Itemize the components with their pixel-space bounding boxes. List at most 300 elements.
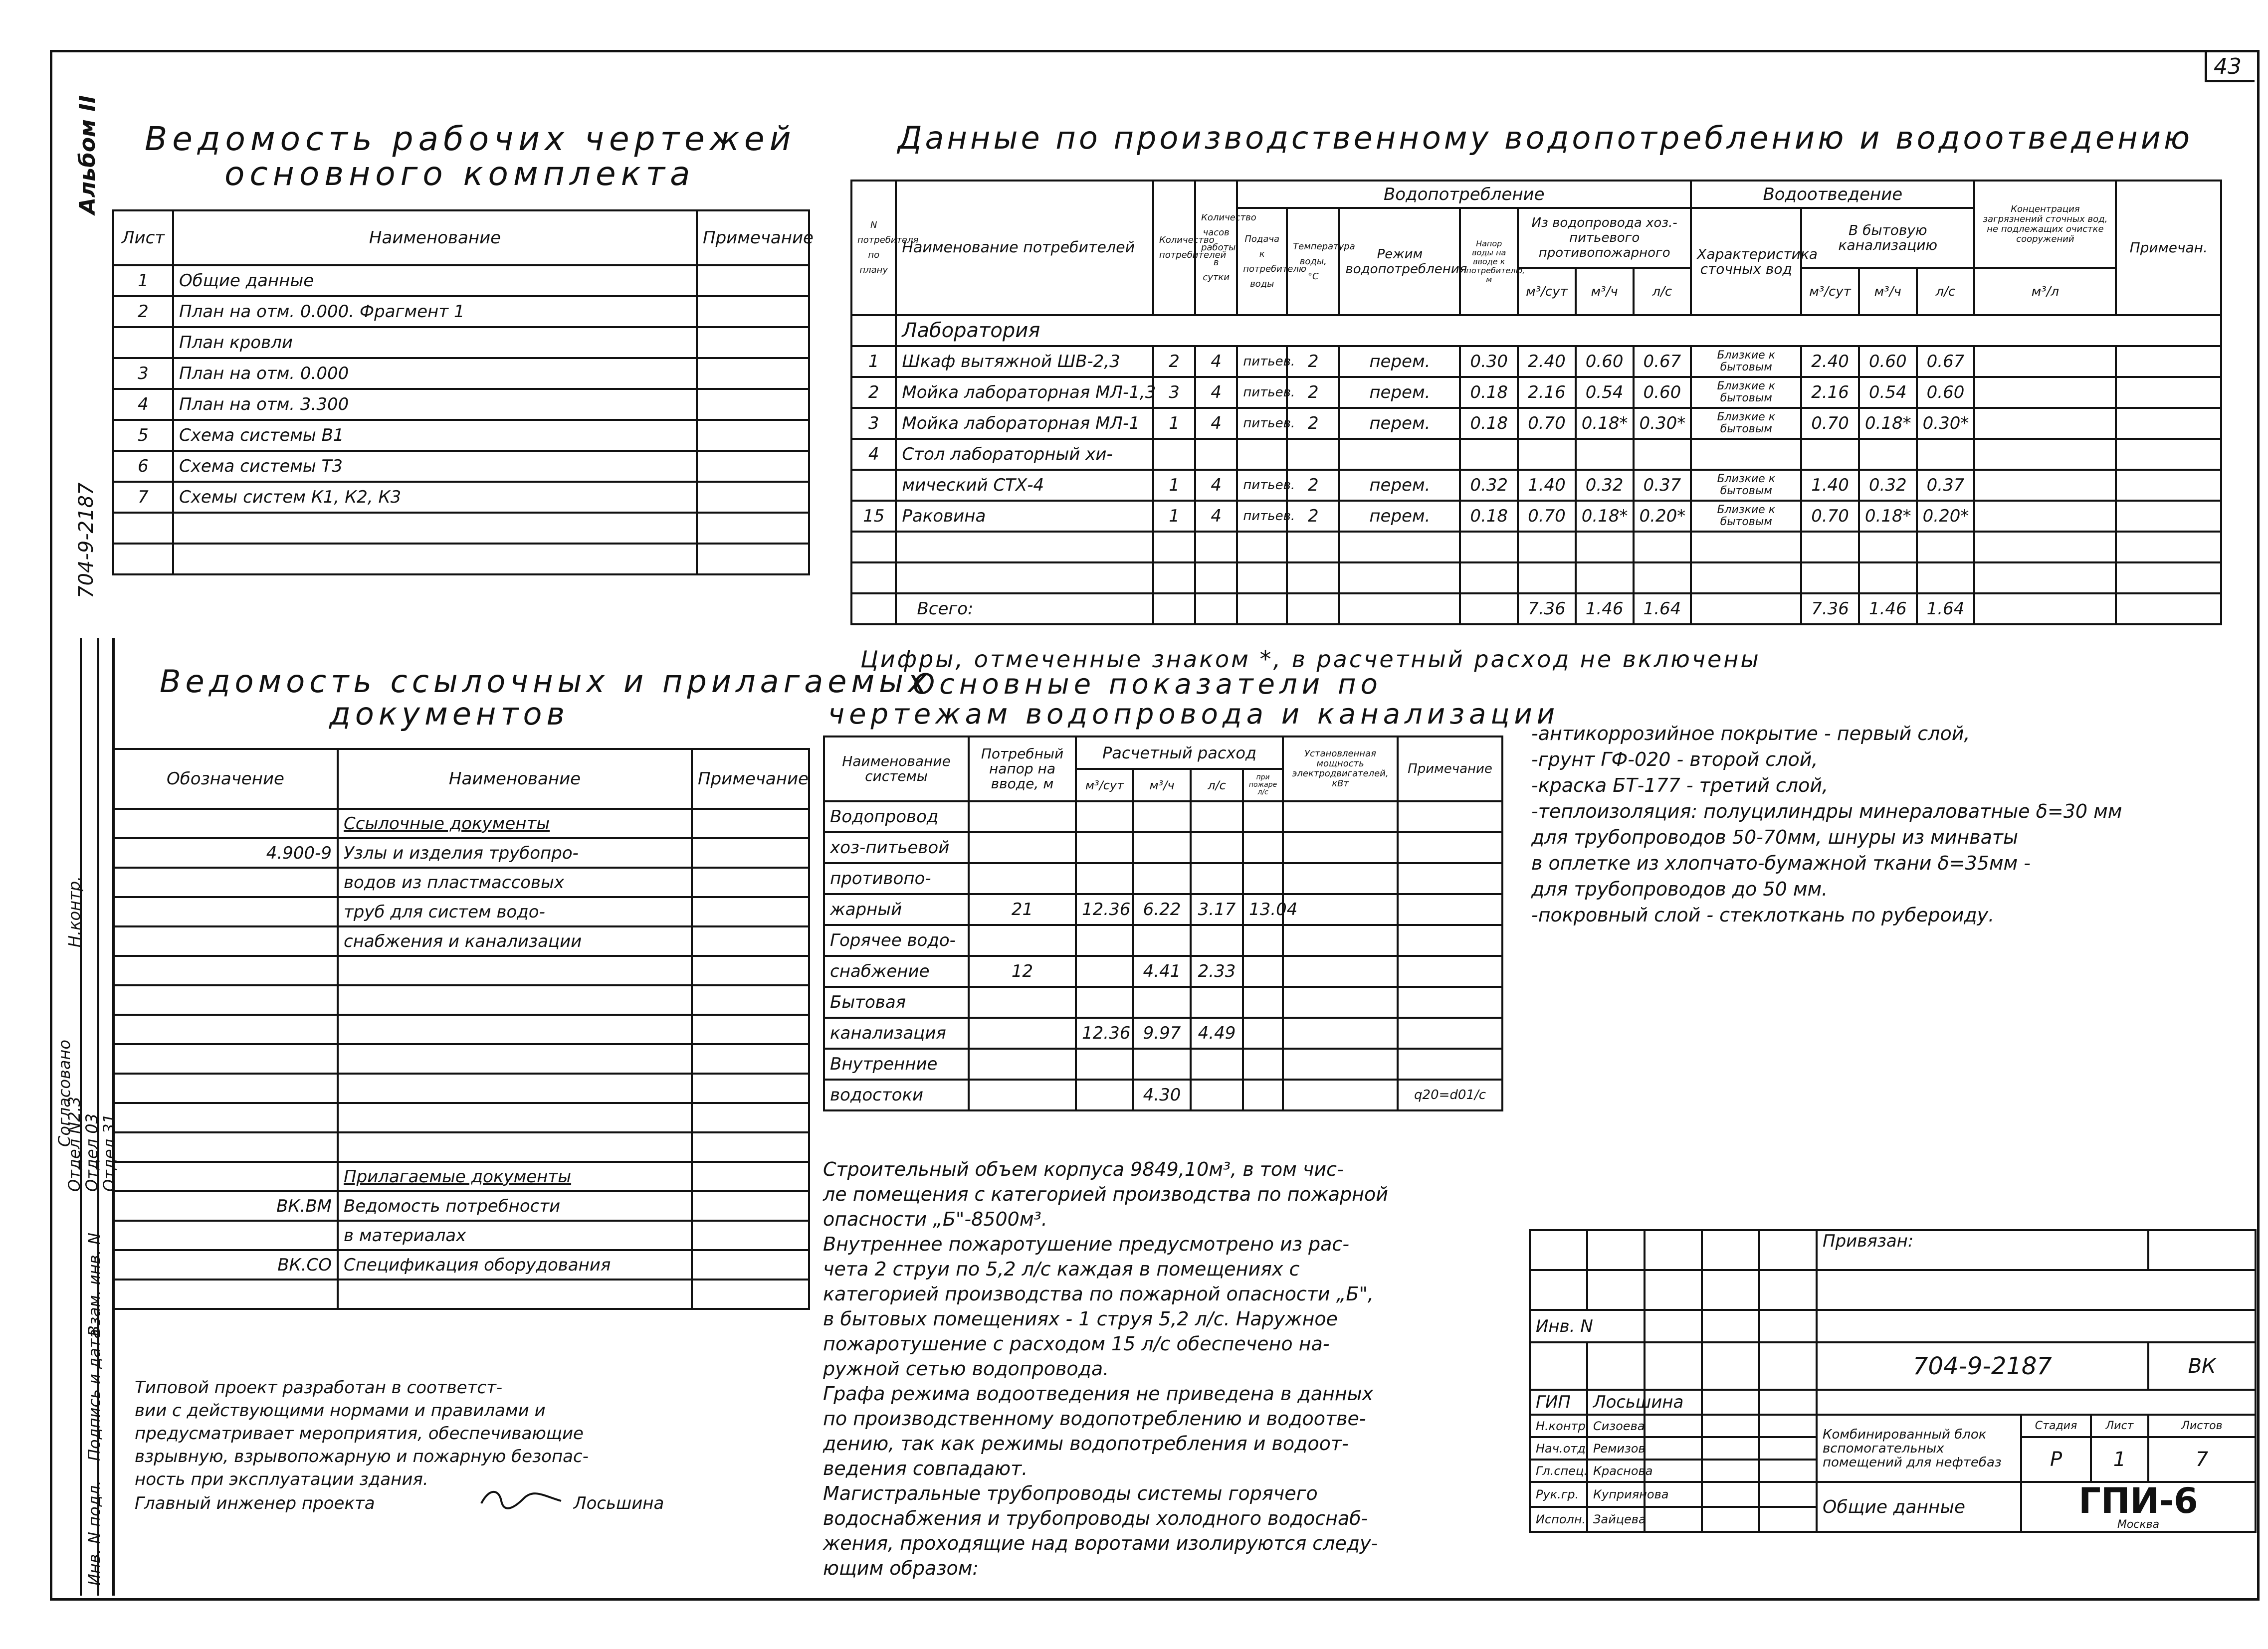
- indicator-cell: [1283, 894, 1398, 925]
- compliance-note: [135, 1376, 803, 1491]
- water-cell: 7.36: [1801, 593, 1859, 624]
- water-cell: [1859, 562, 1917, 593]
- indicator-cell: [1243, 863, 1283, 894]
- chief-engineer-name: Лосьшина: [574, 1493, 664, 1513]
- header-name: Наименование: [338, 749, 692, 809]
- water-cell: мический СТХ-4: [896, 470, 1153, 501]
- water-cell: Всего:: [896, 593, 1153, 624]
- water-cell: Мойка лабораторная МЛ-1: [896, 408, 1153, 439]
- indicator-cell: [1283, 1080, 1398, 1110]
- note-cell: [697, 544, 809, 574]
- title-block: [1529, 1229, 2257, 1533]
- staff-role: Нач.отд.: [1530, 1437, 1587, 1460]
- water-cell: 1: [1153, 470, 1195, 501]
- water-cell: 0.18: [1460, 377, 1518, 408]
- note-line: взрывную, взрывопожарную и пожарную безопас-: [135, 1447, 589, 1466]
- table-row: [113, 1280, 809, 1309]
- staff-name: Куприянова: [1587, 1482, 1645, 1507]
- indicator-cell: [1243, 987, 1283, 1018]
- name-cell: [173, 513, 697, 544]
- unit-l-s-disch: л/с: [1917, 268, 1975, 315]
- water-cell: [1691, 593, 1801, 624]
- table-row: [113, 1015, 809, 1044]
- table-row: [113, 1044, 809, 1074]
- water-cell: 4: [1195, 408, 1237, 439]
- indicator-cell: [1191, 832, 1243, 863]
- indicator-cell: [969, 863, 1076, 894]
- name-cell: План на отм. 3.300: [173, 389, 697, 420]
- unit-m3-h: м³/ч: [1576, 268, 1634, 315]
- note-line: вии с действующими нормами и правилами и: [135, 1401, 546, 1421]
- ind-header-note: Примечание: [1398, 736, 1502, 801]
- note-cell: [692, 868, 809, 897]
- code-cell: [113, 956, 338, 985]
- strip-label-dept3: Отдел 31: [100, 1113, 119, 1192]
- water-cell: питьев.: [1237, 470, 1287, 501]
- group-discharge: Водоотведение: [1691, 181, 1974, 208]
- water-cell: [1691, 439, 1801, 470]
- note-line: ле помещения с категорией производства по пожарной: [823, 1183, 1388, 1205]
- indicator-cell: [1076, 801, 1133, 832]
- col-num: N потребителя по плану: [851, 181, 896, 315]
- water-cell: 2: [1287, 408, 1339, 439]
- chief-engineer-label: Главный инженер проекта: [135, 1493, 375, 1513]
- water-cell: [1287, 439, 1339, 470]
- sheets-value: 7: [2148, 1437, 2256, 1482]
- name-cell: План на отм. 0.000: [173, 358, 697, 389]
- ind-header-system: Наименование системы: [824, 736, 969, 801]
- col-head: Напор воды на вводе к потребителю, м: [1460, 208, 1518, 315]
- staff-role: Гл.спец.: [1530, 1460, 1587, 1482]
- water-cell: 1.64: [1917, 593, 1975, 624]
- stage-value: Р: [2021, 1437, 2091, 1482]
- water-cell: [2116, 377, 2221, 408]
- table-row: [113, 544, 809, 574]
- note-cell: [692, 956, 809, 985]
- indicator-cell: 13.04: [1243, 894, 1283, 925]
- table-row: [824, 894, 1502, 925]
- indicator-cell: 4.49: [1191, 1018, 1243, 1049]
- water-cell: питьев.: [1237, 408, 1287, 439]
- name-cell: [338, 985, 692, 1015]
- group-consumption: Водопотребление: [1237, 181, 1691, 208]
- note-cell: [697, 389, 809, 420]
- table-row: [851, 346, 2221, 377]
- name-cell: [338, 956, 692, 985]
- indicator-cell: [1243, 956, 1283, 987]
- water-footnote: Цифры, отмеченные знаком *, в расчетный расход не включены: [860, 646, 1761, 673]
- note-line: ведения совпадают.: [823, 1458, 1028, 1479]
- table-row: [851, 377, 2221, 408]
- table-row: [113, 868, 809, 897]
- refs-list-table: [112, 748, 810, 1310]
- sheet-cell: 3: [113, 358, 173, 389]
- water-cell: 15: [851, 501, 896, 532]
- indicator-cell: [1243, 832, 1283, 863]
- table-row: [824, 1018, 1502, 1049]
- note-line: дению, так как режимы водопотребления и водоот-: [823, 1433, 1349, 1455]
- table-row: [851, 439, 2221, 470]
- drawings-list-table: [112, 209, 814, 575]
- indicator-cell: [969, 1018, 1076, 1049]
- staff-name: Краснова: [1587, 1460, 1645, 1482]
- water-cell: 3: [851, 408, 896, 439]
- water-cell: 0.18*: [1859, 501, 1917, 532]
- water-cell: 0.60: [1917, 377, 1975, 408]
- note-line: -антикоррозийное покрытие - первый слой,: [1531, 723, 1970, 744]
- ind-header-power: Установленная мощность электродвигателей, кВт: [1283, 736, 1398, 801]
- stage-label: Стадия: [2021, 1415, 2091, 1437]
- note-cell: [697, 327, 809, 358]
- object-name: Комбинированный блок вспомогательных помещений для нефтебаз: [1817, 1415, 2021, 1482]
- water-cell: [1339, 439, 1460, 470]
- water-cell: 0.18*: [1576, 501, 1634, 532]
- table-row: [113, 926, 809, 956]
- table-row: [824, 987, 1502, 1018]
- water-cell: [2116, 408, 2221, 439]
- water-cell: 2.40: [1801, 346, 1859, 377]
- water-cell: [1974, 562, 2116, 593]
- name-cell: [338, 1015, 692, 1044]
- water-cell: 1.46: [1576, 593, 1634, 624]
- indicator-cell: Горячее водо-: [824, 925, 969, 956]
- name-cell: Ведомость потребности: [338, 1191, 692, 1221]
- note-line: по производственному водопотреблению и водоотве-: [823, 1408, 1366, 1430]
- table-row: [113, 1221, 809, 1250]
- indicators-table: [823, 735, 1503, 1111]
- indicator-cell: хоз-питьевой: [824, 832, 969, 863]
- indicator-cell: [1191, 801, 1243, 832]
- note-cell: [692, 1074, 809, 1103]
- water-cell: 2.16: [1801, 377, 1859, 408]
- water-cell: [1974, 501, 2116, 532]
- unit-m3-day: м³/сут: [1518, 268, 1576, 315]
- refs-list-title: Ведомость ссылочных и прилагаемых: [160, 663, 931, 700]
- note-cell: [697, 358, 809, 389]
- name-cell: [338, 1044, 692, 1074]
- water-cell: Шкаф вытяжной ШВ-2,3: [896, 346, 1153, 377]
- indicator-cell: 4.30: [1133, 1080, 1191, 1110]
- water-cell: [1460, 593, 1518, 624]
- water-cell: [1518, 562, 1576, 593]
- water-cell: 0.30: [1460, 346, 1518, 377]
- table-row: [113, 389, 809, 420]
- strip-label-dept1: Отдел N2.3: [65, 1096, 84, 1192]
- water-cell: 2: [1287, 501, 1339, 532]
- note-line: в оплетке из хлопчато-бумажной ткани δ=35мм -: [1531, 852, 2031, 874]
- col-regime: Режим водопотребления: [1339, 208, 1460, 315]
- indicator-cell: [1243, 925, 1283, 956]
- water-cell: 1.40: [1518, 470, 1576, 501]
- note-line: в бытовых помещениях - 1 струя 5,2 л/с. Наружное: [823, 1308, 1338, 1330]
- water-cell: 0.60: [1859, 346, 1917, 377]
- name-cell: труб для систем водо-: [338, 897, 692, 926]
- water-cell: [1287, 562, 1339, 593]
- code-cell: [113, 1162, 338, 1191]
- water-cell: [896, 532, 1153, 562]
- indicator-cell: водостоки: [824, 1080, 969, 1110]
- water-cell: питьев.: [1237, 346, 1287, 377]
- water-cell: [1153, 562, 1195, 593]
- indicator-cell: [969, 801, 1076, 832]
- water-cell: [1974, 346, 2116, 377]
- header-name: Наименование: [173, 210, 697, 265]
- table-row: [113, 513, 809, 544]
- indicator-cell: жарный: [824, 894, 969, 925]
- indicator-cell: [1283, 956, 1398, 987]
- water-cell: 0.54: [1859, 377, 1917, 408]
- ind-header-head: Потребный напор на вводе, м: [969, 736, 1076, 801]
- note-cell: [697, 482, 809, 513]
- water-cell: [1153, 439, 1195, 470]
- table-row: [113, 482, 809, 513]
- note-cell: [692, 1162, 809, 1191]
- col-qty: Количество потребителей: [1153, 181, 1195, 315]
- table-row: [824, 863, 1502, 894]
- water-cell: 4: [1195, 377, 1237, 408]
- water-cell: 0.70: [1801, 501, 1859, 532]
- note-line: Графа режима водоотведения не приведена в данных: [823, 1383, 1374, 1405]
- water-cell: [2116, 501, 2221, 532]
- unit-m3-day-disch: м³/сут: [1801, 268, 1859, 315]
- sheet-number-box-bottom: [2205, 80, 2255, 82]
- water-cell: перем.: [1339, 470, 1460, 501]
- staff-name: Зайцева: [1587, 1507, 1645, 1532]
- water-cell: 4: [851, 439, 896, 470]
- table-row: [851, 408, 2221, 439]
- water-cell: 0.67: [1634, 346, 1691, 377]
- water-cell: 0.70: [1518, 501, 1576, 532]
- note-line: -грунт ГФ-020 - второй слой,: [1531, 748, 1818, 770]
- note-cell: [697, 420, 809, 451]
- table-row: [113, 327, 809, 358]
- water-cell: Стол лабораторный хи-: [896, 439, 1153, 470]
- water-cell: [851, 562, 896, 593]
- note-line: -теплоизоляция: полуцилиндры минераловатные δ=30 мм: [1531, 800, 2122, 822]
- code-cell: [113, 809, 338, 838]
- ind-unit-m3-day: м³/сут: [1076, 769, 1133, 801]
- water-cell: 1: [1153, 501, 1195, 532]
- table-row: [113, 956, 809, 985]
- table-row: [824, 956, 1502, 987]
- water-cell: Мойка лабораторная МЛ-1,3: [896, 377, 1153, 408]
- water-cell: 2: [851, 377, 896, 408]
- indicator-cell: 4.41: [1133, 956, 1191, 987]
- name-cell: снабжения и канализации: [338, 926, 692, 956]
- main-notes: [823, 1157, 1521, 1581]
- water-cell: [1974, 532, 2116, 562]
- code-cell: [113, 868, 338, 897]
- indicator-cell: [969, 1049, 1076, 1080]
- water-cell: [1195, 593, 1237, 624]
- indicator-cell: [1398, 925, 1502, 956]
- water-cell: 4: [1195, 346, 1237, 377]
- indicator-cell: [1076, 956, 1133, 987]
- table-row: [113, 265, 809, 296]
- water-data-table: [850, 180, 2222, 625]
- indicator-cell: [1191, 925, 1243, 956]
- water-cell: [1974, 470, 2116, 501]
- sheet-number: 43: [2214, 54, 2242, 79]
- name-cell: в материалах: [338, 1221, 692, 1250]
- water-cell: 1.64: [1634, 593, 1691, 624]
- water-cell: 0.32: [1859, 470, 1917, 501]
- indicator-cell: [1076, 987, 1133, 1018]
- water-cell: перем.: [1339, 501, 1460, 532]
- indicator-cell: противопо-: [824, 863, 969, 894]
- water-cell: [1237, 439, 1287, 470]
- water-cell: 0.70: [1518, 408, 1576, 439]
- table-row: [113, 897, 809, 926]
- sheets-label: Листов: [2148, 1415, 2256, 1437]
- water-cell: [1974, 439, 2116, 470]
- indicator-cell: [1243, 1018, 1283, 1049]
- water-cell: [1339, 532, 1460, 562]
- code-cell: [113, 1280, 338, 1309]
- indicator-cell: 12.36: [1076, 1018, 1133, 1049]
- table-row: [113, 296, 809, 327]
- code-cell: 4.900-9: [113, 838, 338, 868]
- water-cell: [1339, 593, 1460, 624]
- indicator-cell: [1076, 925, 1133, 956]
- water-cell: [1974, 377, 2116, 408]
- staff-role: ГИП: [1530, 1390, 1587, 1415]
- indicator-cell: [1243, 801, 1283, 832]
- note-line: категорией производства по пожарной опасности „Б",: [823, 1283, 1374, 1305]
- water-cell: [1801, 439, 1859, 470]
- staff-name: Сизоева: [1587, 1415, 1645, 1437]
- water-cell: 0.18*: [1576, 408, 1634, 439]
- name-cell: Схема системы Т3: [173, 451, 697, 482]
- org-block: [2021, 1482, 2256, 1532]
- indicator-cell: [1283, 925, 1398, 956]
- code-cell: [113, 897, 338, 926]
- water-cell: [1634, 439, 1691, 470]
- indicator-cell: канализация: [824, 1018, 969, 1049]
- staff-role: Н.контр.: [1530, 1415, 1587, 1437]
- note-cell: [692, 1280, 809, 1309]
- group-disch: В бытовую канализацию: [1801, 208, 1974, 268]
- indicator-cell: Внутренние: [824, 1049, 969, 1080]
- note-cell: [692, 1132, 809, 1162]
- code-cell: [113, 1221, 338, 1250]
- table-row: [851, 470, 2221, 501]
- note-line: -покровный слой - стеклоткань по рубероиду.: [1531, 904, 1995, 926]
- water-cell: [851, 532, 896, 562]
- note-cell: [692, 1015, 809, 1044]
- water-cell: 2.40: [1518, 346, 1576, 377]
- name-cell: [338, 1280, 692, 1309]
- note-line: чета 2 струи по 5,2 л/с каждая в помещениях с: [823, 1258, 1300, 1280]
- water-cell: 1.40: [1801, 470, 1859, 501]
- indicator-cell: 9.97: [1133, 1018, 1191, 1049]
- side-code: 704-9-2187: [75, 482, 98, 598]
- indicator-cell: [1076, 832, 1133, 863]
- name-cell: Спецификация оборудования: [338, 1250, 692, 1280]
- table-row: [113, 358, 809, 389]
- table-row: [113, 1250, 809, 1280]
- note-cell: [697, 265, 809, 296]
- table-row: [113, 1074, 809, 1103]
- table-row: [851, 532, 2221, 562]
- water-cell: [1287, 532, 1339, 562]
- indicator-cell: [1133, 863, 1191, 894]
- group-flow: Из водопровода хоз.-питьевого противопожарного: [1518, 208, 1691, 268]
- water-cell: 2: [1287, 470, 1339, 501]
- code-cell: ВК.ВМ: [113, 1191, 338, 1221]
- table-row: [113, 1191, 809, 1221]
- name-cell: Ссылочные документы: [338, 809, 692, 838]
- name-cell: Общие данные: [173, 265, 697, 296]
- water-cell: Близкие к бытовым: [1691, 408, 1801, 439]
- water-cell: 0.37: [1634, 470, 1691, 501]
- water-cell: перем.: [1339, 408, 1460, 439]
- table-row: [113, 1103, 809, 1132]
- water-cell: перем.: [1339, 346, 1460, 377]
- water-cell: [2116, 532, 2221, 562]
- name-cell: План на отм. 0.000. Фрагмент 1: [173, 296, 697, 327]
- staff-role: Рук.гр.: [1530, 1482, 1587, 1507]
- linked-label: Привязан:: [1817, 1230, 2148, 1270]
- indicator-cell: [1076, 863, 1133, 894]
- indicator-cell: [1191, 863, 1243, 894]
- water-cell: [1974, 593, 2116, 624]
- water-cell: 0.54: [1576, 377, 1634, 408]
- water-cell: [1691, 562, 1801, 593]
- indicator-cell: [1283, 832, 1398, 863]
- sheet-cell: 4: [113, 389, 173, 420]
- table-row: [824, 832, 1502, 863]
- note-line: предусматривает мероприятия, обеспечивающие: [135, 1424, 584, 1444]
- indicator-cell: [1076, 1080, 1133, 1110]
- note-cell: [692, 1044, 809, 1074]
- sheet-cell: 7: [113, 482, 173, 513]
- sheet-number-box: [2205, 50, 2207, 80]
- note-line: Внутреннее пожаротушение предусмотрено из рас-: [823, 1233, 1350, 1255]
- water-cell: [1801, 562, 1859, 593]
- table-row: [851, 501, 2221, 532]
- water-cell: [1287, 593, 1339, 624]
- water-cell: [2116, 593, 2221, 624]
- indicator-cell: [1283, 1018, 1398, 1049]
- sheet-cell: [113, 544, 173, 574]
- table-row: [113, 985, 809, 1015]
- indicator-cell: [1243, 1080, 1283, 1110]
- water-cell: 4: [1195, 470, 1237, 501]
- water-cell: [851, 593, 896, 624]
- note-line: пожаротушение с расходом 15 л/с обеспечено на-: [823, 1333, 1330, 1355]
- signature-icon: [479, 1486, 564, 1511]
- water-cell: 0.32: [1460, 470, 1518, 501]
- water-cell: 0.32: [1576, 470, 1634, 501]
- indicator-cell: [1133, 1049, 1191, 1080]
- note-line: опасности „Б"-8500м³.: [823, 1208, 1047, 1230]
- water-cell: [1195, 562, 1237, 593]
- indicator-cell: [1398, 863, 1502, 894]
- album-label: Альбом II: [75, 95, 100, 214]
- water-cell: [1195, 439, 1237, 470]
- col-hours: Количество часов работы в сутки: [1195, 181, 1237, 315]
- note-cell: [692, 897, 809, 926]
- note-cell: [697, 296, 809, 327]
- strip-label-sign: Подпись и дата: [85, 1328, 104, 1461]
- sheet-cell: [113, 327, 173, 358]
- header-note: Примечание: [697, 210, 809, 265]
- table-row: [113, 838, 809, 868]
- water-cell: [2116, 346, 2221, 377]
- code-cell: [113, 1015, 338, 1044]
- water-cell: [2116, 439, 2221, 470]
